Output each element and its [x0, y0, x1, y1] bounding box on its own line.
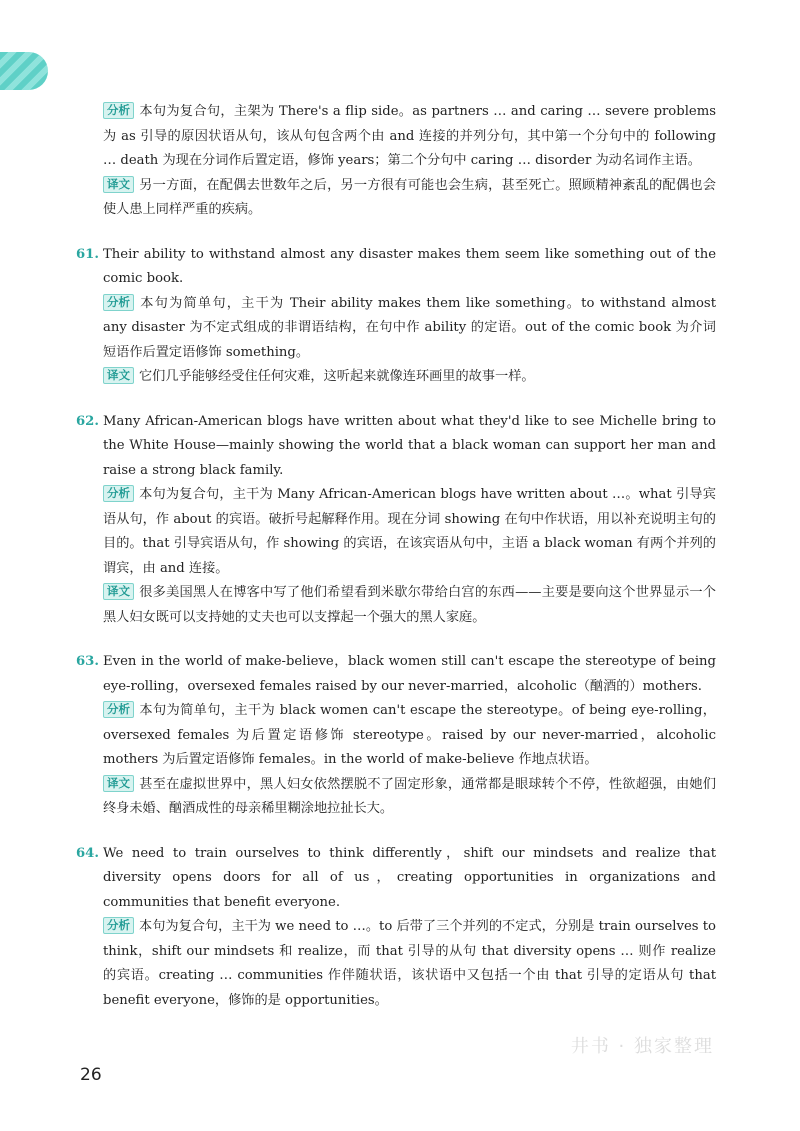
question-number: 63. — [76, 654, 99, 669]
translation-tag: 译文 — [103, 583, 134, 600]
translation-tag: 译文 — [103, 367, 134, 384]
translation-text: 另一方面，在配偶去世数年之后，另一方很有可能也会生病，甚至死亡。照顾精神紊乱的配偶也会使人患上同样严重的疾病。 — [103, 177, 716, 217]
translation-tag: 译文 — [103, 775, 134, 792]
intro-analysis — [76, 100, 716, 174]
translation-text: 很多美国黑人在博客中写了他们希望看到米歇尔带给白宫的东西——主要是要向这个世界显示一个黑人妇女既可以支持她的丈夫也可以支撑起一个强大的黑人家庭。 — [103, 585, 716, 625]
analysis-text: 本句为复合句，主干为 we need to …。to 后带了三个并列的不定式，分别是 train ourselves to think，shift our mindsets 和 realize，而 that 引导的从句 that diversity opens … 则作 realize 的宾语。creating … communities 作伴随状语，该状语中又包括一个由 that 引导的定语从句 that benefit everyone，修饰的是 opportunities。 — [103, 919, 716, 1008]
question-63-analysis — [76, 699, 716, 773]
question-63-translation — [76, 773, 716, 822]
analysis-tag: 分析 — [103, 102, 134, 119]
page-number: 26 — [80, 1065, 102, 1085]
question-64 — [76, 842, 716, 916]
analysis-text: 本句为简单句，主干为 black women can't escape the stereotype。of being eye-rolling，oversexed females 为后置定语修饰 stereotype。raised by our never-married，alcoholic mothers 为后置定语修饰 females。in the world of make-believe 作地点状语。 — [103, 703, 716, 767]
question-sentence: We need to train ourselves to think differently，shift our mindsets and realize that diversity opens doors for all of us，creating opportunities in organizations and communities that benefit everyone. — [103, 845, 716, 910]
question-62-analysis — [76, 483, 716, 581]
question-61-translation — [76, 365, 716, 390]
analysis-tag: 分析 — [103, 294, 134, 311]
question-sentence: Their ability to withstand almost any disaster makes them seem like something out of the comic book. — [103, 246, 716, 286]
analysis-tag: 分析 — [103, 701, 134, 718]
question-63 — [76, 650, 716, 699]
question-61-analysis — [76, 292, 716, 366]
question-64-analysis — [76, 915, 716, 1013]
page-content — [76, 100, 716, 1013]
question-62 — [76, 410, 716, 484]
translation-text: 甚至在虚拟世界中，黑人妇女依然摆脱不了固定形象，通常都是眼球转个不停，性欲超强，由她们终身未婚、酗酒成性的母亲稀里糊涂地拉扯长大。 — [103, 776, 716, 816]
analysis-tag: 分析 — [103, 485, 134, 502]
watermark: 井书 · 独家整理 — [570, 1036, 714, 1057]
intro-translation — [76, 174, 716, 223]
translation-text: 它们几乎能够经受住任何灾难，这听起来就像连环画里的故事一样。 — [139, 369, 535, 384]
question-62-translation — [76, 581, 716, 630]
analysis-tag: 分析 — [103, 917, 134, 934]
question-61 — [76, 243, 716, 292]
question-number: 61. — [76, 246, 99, 262]
corner-tab-decoration — [0, 52, 48, 90]
translation-tag: 译文 — [103, 176, 134, 193]
question-number: 64. — [76, 845, 99, 861]
analysis-text: 本句为简单句，主干为 Their ability makes them like something。to withstand almost any disaster 为不定式组成的非谓语结构，在句中作 ability 的定语。out of the comic book 为介词短语作后置定语修饰 something。 — [103, 295, 716, 360]
analysis-text: 本句为复合句，主干为 Many African-American blogs have written about …。what 引导宾语从句，作 about 的宾语。破折号起解释作用。现在分词 showing 在句中作状语，用以补充说明主句的目的。that 引导宾语从句，作 showing 的宾语，在该宾语从句中，主语 a black woman 有两个并列的谓宾，由 and 连接。 — [103, 487, 716, 576]
analysis-text: 本句为复合句，主架为 There's a flip side。as partners … and caring … severe problems 为 as 引导的原因状语从句，该从句包含两个由 and 连接的并列分句，其中第一个分句中的 following … death 为现在分词作后置定语，修饰 years；第二个分句中 caring … disorder 为动名词作主语。 — [103, 104, 716, 168]
question-sentence: Many African-American blogs have written about what they'd like to see Michelle bring to the White House—mainly showing the world that a black woman can support her man and raise a strong black family. — [103, 413, 716, 478]
question-sentence: Even in the world of make-believe，black women still can't escape the stereotype of being eye-rolling，oversexed females raised by our never-married，alcoholic（酗酒的）mothers. — [103, 654, 716, 694]
question-number: 62. — [76, 413, 99, 429]
